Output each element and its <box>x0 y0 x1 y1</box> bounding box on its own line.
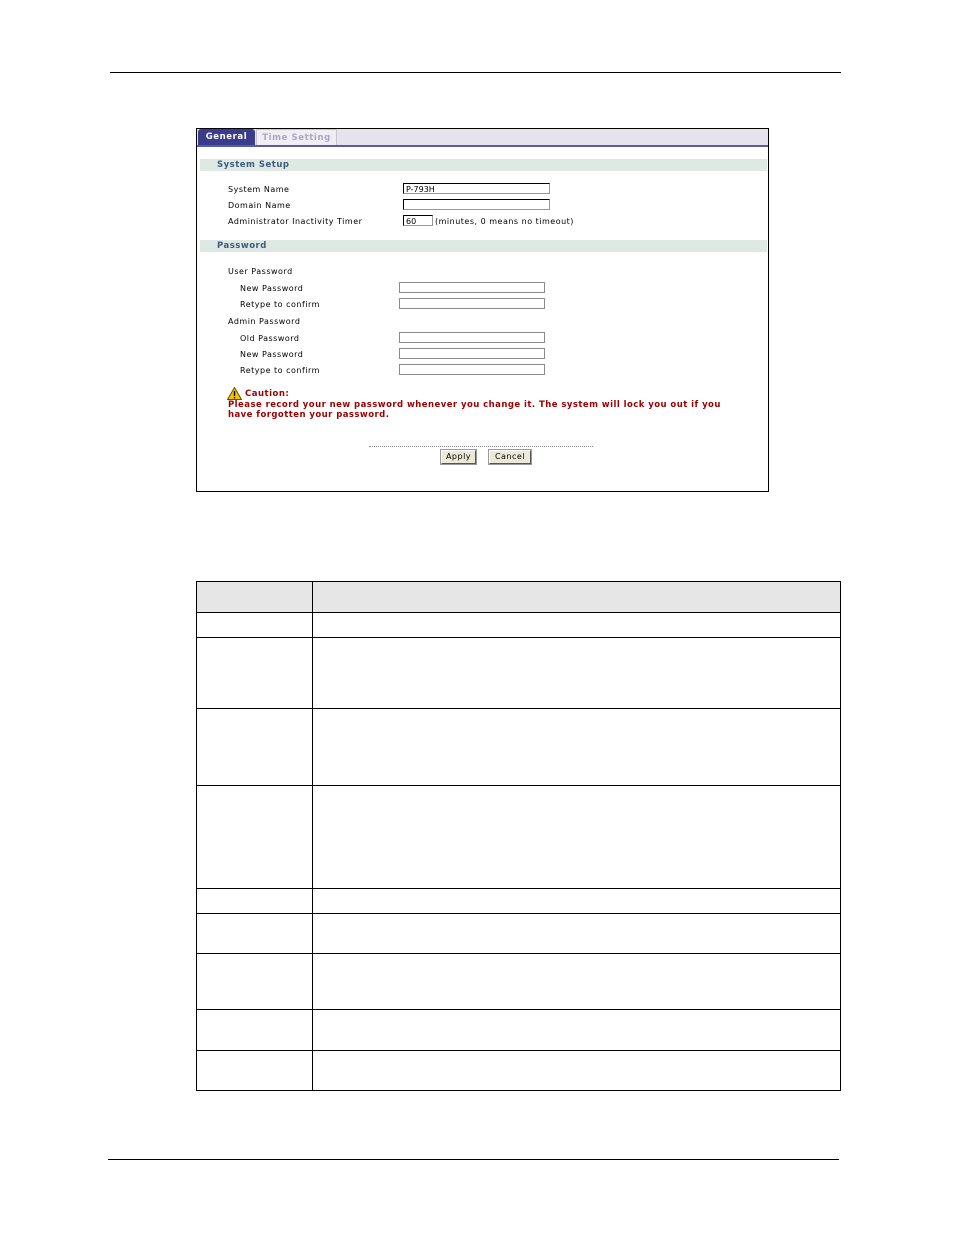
general-settings-screenshot <box>196 128 769 492</box>
user-new-password-label: New Password <box>240 284 304 293</box>
user-retype-password-field[interactable] <box>399 298 545 309</box>
system-name-label: System Name <box>228 185 290 194</box>
table-header-row <box>197 582 841 613</box>
table-cell <box>197 786 313 889</box>
system-name-field[interactable]: P-793H <box>403 183 550 194</box>
table-row <box>197 786 841 889</box>
table-cell <box>197 1010 313 1051</box>
table-cell <box>313 1051 841 1091</box>
table-row <box>197 613 841 638</box>
table-header-cell <box>313 582 841 613</box>
table-row <box>197 914 841 954</box>
caution-title: Caution: <box>245 389 290 399</box>
cancel-button[interactable]: Cancel <box>489 450 531 464</box>
inactivity-timer-field[interactable]: 60 <box>403 215 433 226</box>
caution-message: Please record your new password whenever you change it. The system will lock you out if you have forgotten your password. <box>228 400 721 420</box>
page-header-rule <box>110 72 841 73</box>
table-row <box>197 954 841 1010</box>
password-heading: Password <box>200 240 767 252</box>
table-cell <box>313 889 841 914</box>
table-cell <box>313 786 841 889</box>
table-cell <box>313 1010 841 1051</box>
domain-name-field[interactable] <box>403 199 550 210</box>
table-row <box>197 1051 841 1091</box>
admin-old-password-field[interactable] <box>399 332 545 343</box>
table-cell <box>197 914 313 954</box>
table-cell <box>197 709 313 786</box>
field-description-table <box>196 581 841 1091</box>
apply-button[interactable]: Apply <box>441 450 476 464</box>
admin-retype-password-label: Retype to confirm <box>240 366 320 375</box>
table-cell <box>313 709 841 786</box>
inactivity-timer-hint: (minutes, 0 means no timeout) <box>435 217 574 226</box>
table-cell <box>197 889 313 914</box>
button-separator <box>369 446 593 447</box>
system-setup-heading: System Setup <box>200 159 767 171</box>
table-cell <box>197 954 313 1010</box>
table-cell <box>197 1051 313 1091</box>
admin-retype-password-field[interactable] <box>399 364 545 375</box>
table-cell <box>197 638 313 709</box>
tab-time-setting[interactable]: Time Setting <box>256 129 337 145</box>
tab-general[interactable]: General <box>198 129 255 145</box>
table-row <box>197 638 841 709</box>
table-cell <box>197 613 313 638</box>
table-header-cell <box>197 582 313 613</box>
user-new-password-field[interactable] <box>399 282 545 293</box>
table-cell <box>313 638 841 709</box>
tab-bar <box>197 129 768 147</box>
page-footer-rule <box>108 1159 839 1160</box>
table-cell <box>313 954 841 1010</box>
admin-new-password-label: New Password <box>240 350 304 359</box>
admin-password-label: Admin Password <box>228 317 301 326</box>
admin-new-password-field[interactable] <box>399 348 545 359</box>
admin-old-password-label: Old Password <box>240 334 300 343</box>
table-row <box>197 1010 841 1051</box>
table-row <box>197 709 841 786</box>
table-cell <box>313 914 841 954</box>
table-cell <box>313 613 841 638</box>
warning-icon <box>227 387 242 400</box>
domain-name-label: Domain Name <box>228 201 291 210</box>
user-retype-password-label: Retype to confirm <box>240 300 320 309</box>
inactivity-timer-label: Administrator Inactivity Timer <box>228 217 363 226</box>
table-row <box>197 889 841 914</box>
user-password-label: User Password <box>228 267 293 276</box>
